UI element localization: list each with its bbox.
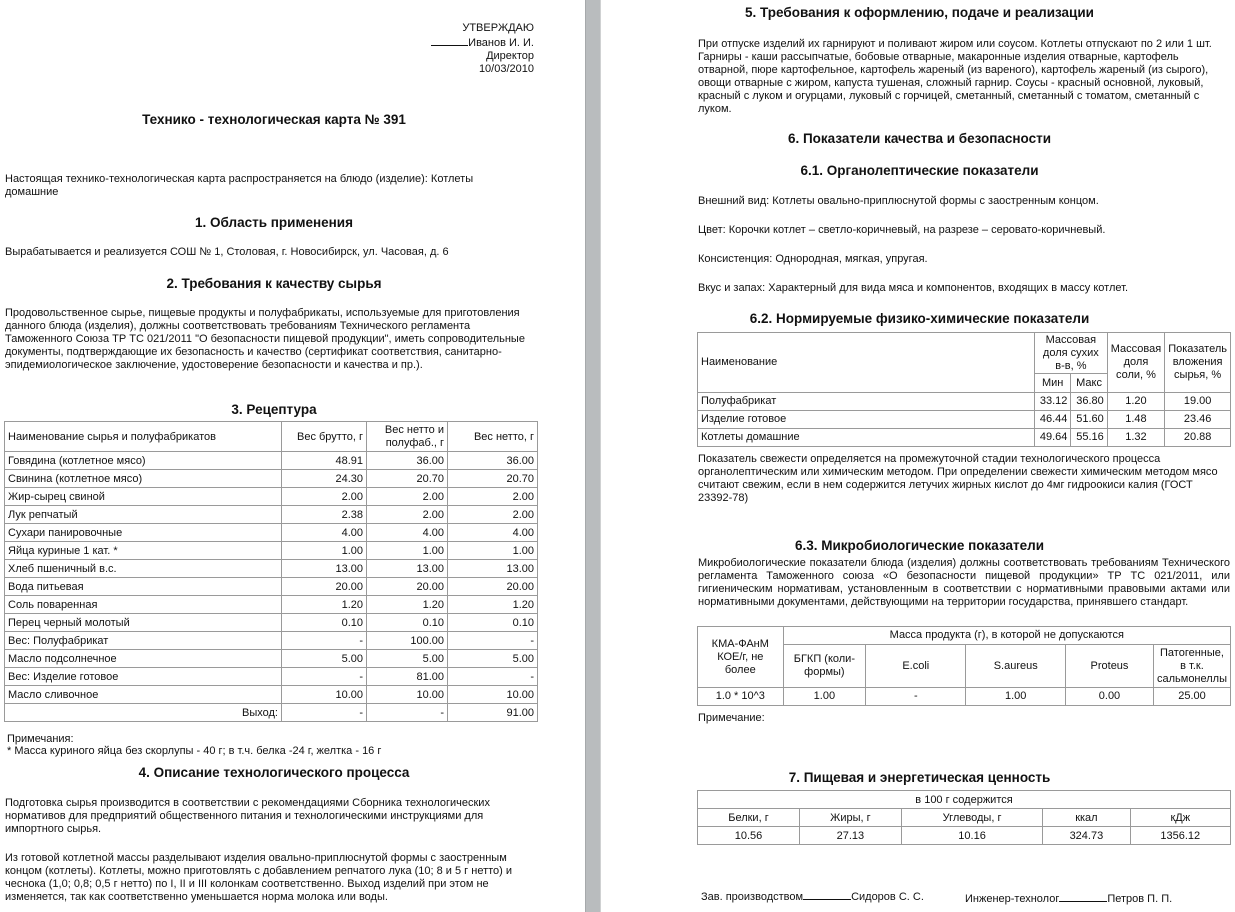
weight-value: 1.00	[448, 542, 538, 560]
recipe-row	[5, 542, 538, 560]
nutrition-col-header: кДж	[1130, 809, 1230, 827]
recipe-row	[5, 686, 538, 704]
product-name: Котлеты домашние	[698, 429, 1035, 447]
weight-value: -	[448, 668, 538, 686]
recipe-table	[4, 421, 538, 722]
weight-value: 2.00	[448, 506, 538, 524]
nutrition-value: 10.16	[901, 827, 1042, 845]
approval-title: УТВЕРЖДАЮ	[462, 22, 534, 34]
indicator-value: 55.16	[1071, 429, 1107, 447]
weight-value: 0.10	[448, 614, 538, 632]
nutrition-col-header: Жиры, г	[799, 809, 901, 827]
weight-value: 1.00	[367, 542, 448, 560]
recipe-row	[5, 668, 538, 686]
col-raw-input: Показатель вложения сырья, %	[1165, 333, 1231, 393]
weight-value: 100.00	[367, 632, 448, 650]
weight-value: 0.10	[367, 614, 448, 632]
weight-value: -	[282, 668, 367, 686]
yield-label: Выход:	[5, 704, 282, 722]
weight-value: 1.00	[282, 542, 367, 560]
weight-value: 20.00	[367, 578, 448, 596]
col-ecoli: E.coli	[866, 645, 966, 688]
col-pathogens: Патогенные, в т.к. сальмонеллы	[1153, 645, 1230, 688]
section-4-p1: Подготовка сырья производится в соответствии с рекомендациями Сборника технологических нормативов для предприятий общественного питания и технологическими инструкциями для импортного сырья.	[5, 797, 490, 835]
recipe-row	[5, 470, 538, 488]
ingredient-name: Масло подсолнечное	[5, 650, 282, 668]
signature-right-name: Петров П. П.	[1107, 893, 1173, 905]
physchem-table	[697, 332, 1231, 447]
micro-text: Микробиологические показатели блюда (изделия) должны соответствовать требованиям Технического регламента Таможенного союза «О безопасности пищевой продукции» ТР ТС 021/2011, или гигиеническим нормативам, установленным в соответствии с нормативными правовыми актами или нормативными документами, действующими на территории государства, принявшего стандарт.	[698, 557, 1230, 608]
nutrition-col-header: ккал	[1043, 809, 1130, 827]
page-gutter	[585, 0, 601, 912]
weight-value: 4.00	[448, 524, 538, 542]
nutrition-col-header: Белки, г	[698, 809, 800, 827]
recipe-row	[5, 596, 538, 614]
nutrition-col-header: Углеводы, г	[901, 809, 1042, 827]
weight-value: 81.00	[367, 668, 448, 686]
weight-value: 4.00	[282, 524, 367, 542]
recipe-row	[5, 524, 538, 542]
indicator-value: 1.48	[1107, 411, 1164, 429]
approval-date: 10/03/2010	[478, 63, 534, 75]
yield-row	[5, 704, 538, 722]
col-bgkp: БГКП (коли-формы)	[783, 645, 866, 688]
signature-right-role: Инженер-технолог	[965, 893, 1060, 905]
yield-value: -	[367, 704, 448, 722]
micro-table	[697, 626, 1231, 706]
weight-value: 13.00	[448, 560, 538, 578]
weight-value: 1.20	[282, 596, 367, 614]
recipe-row	[5, 506, 538, 524]
kma-value: 1.0 * 10^3	[698, 688, 784, 706]
section-2-text: Продовольственное сырье, пищевые продукты и полуфабрикаты, используемые для приготовления данного блюда (изделия), должны соответствовать требованиям Технического регламента Таможенного Союза ТР ТС 021/2011 "О безопасности пищевой продукции", иметь сопроводительные документы, подтверждающие их безопасность и качество (сертификат соответствия, санитарно-эпидемиологическое заключение, удостоверение безопасности и качества и пр.).	[5, 307, 525, 371]
weight-value: 5.00	[448, 650, 538, 668]
ingredient-name: Вес: Изделие готовое	[5, 668, 282, 686]
weight-value: 2.00	[448, 488, 538, 506]
section-5-heading: 5. Требования к оформлению, подаче и реализации	[745, 5, 1094, 20]
weight-value: 13.00	[282, 560, 367, 578]
signature-line	[431, 35, 468, 46]
notes-label: Примечания:	[7, 733, 74, 745]
signature-right	[965, 891, 1172, 906]
appearance-text: Внешний вид: Котлеты овально-приплюснутой формы с заостренным концом.	[698, 195, 1099, 207]
physchem-row	[698, 411, 1231, 429]
physchem-row	[698, 429, 1231, 447]
signature-left	[701, 889, 924, 904]
indicator-value: 20.88	[1165, 429, 1231, 447]
indicator-value: 33.12	[1035, 393, 1071, 411]
weight-value: 5.00	[367, 650, 448, 668]
micro-data-row	[698, 688, 1231, 706]
indicator-value: 23.46	[1165, 411, 1231, 429]
weight-value: 20.00	[448, 578, 538, 596]
col-min: Мин	[1035, 374, 1071, 393]
weight-value: 10.00	[282, 686, 367, 704]
col-proteus: Proteus	[1065, 645, 1153, 688]
micro-value: 0.00	[1065, 688, 1153, 706]
weight-value: 10.00	[367, 686, 448, 704]
yield-value: 91.00	[448, 704, 538, 722]
yield-value: -	[282, 704, 367, 722]
weight-value: 48.91	[282, 452, 367, 470]
weight-value: 2.00	[367, 488, 448, 506]
col-max: Макс	[1071, 374, 1107, 393]
weight-value: 24.30	[282, 470, 367, 488]
section-2-heading: 2. Требования к качеству сырья	[166, 276, 382, 291]
freshness-note: Показатель свежести определяется на промежуточной стадии технологического процесса органолептическим или химическим методом. При определении свежести химическим методом мясо считают свежим, если в нем содержится летучих жирных кислот до 4мг гидроокиси калия (ГОСТ 23392-78)	[698, 453, 1218, 504]
recipe-header-row	[5, 422, 538, 452]
col-net: Вес нетто, г	[448, 422, 538, 452]
weight-value: 20.70	[448, 470, 538, 488]
indicator-value: 51.60	[1071, 411, 1107, 429]
nutrition-value: 27.13	[799, 827, 901, 845]
micro-value: 25.00	[1153, 688, 1230, 706]
consistency-text: Консистенция: Однородная, мягкая, упругая.	[698, 253, 928, 265]
weight-value: 1.20	[448, 596, 538, 614]
weight-value: 36.00	[367, 452, 448, 470]
col-saureus: S.aureus	[966, 645, 1066, 688]
recipe-row	[5, 488, 538, 506]
color-text: Цвет: Корочки котлет – светло-коричневый, на разрезе – серовато-коричневый.	[698, 224, 1106, 236]
signature-line	[1059, 891, 1107, 902]
ingredient-name: Яйца куриные 1 кат. *	[5, 542, 282, 560]
page-2	[604, 0, 1235, 912]
weight-value: -	[448, 632, 538, 650]
approval-block	[431, 22, 534, 76]
page-1	[0, 0, 548, 912]
physchem-header-row	[698, 333, 1231, 374]
ingredient-name: Свинина (котлетное мясо)	[5, 470, 282, 488]
ingredient-name: Вес: Полуфабрикат	[5, 632, 282, 650]
ingredient-name: Вода питьевая	[5, 578, 282, 596]
section-4-heading: 4. Описание технологического процесса	[138, 765, 410, 780]
weight-value: 4.00	[367, 524, 448, 542]
micro-note-label: Примечание:	[698, 712, 765, 724]
ingredient-name: Сухари панировочные	[5, 524, 282, 542]
taste-text: Вкус и запах: Характерный для вида мяса и компонентов, входящих в массу котлет.	[698, 282, 1128, 294]
ingredient-name: Перец черный молотый	[5, 614, 282, 632]
ingredient-name: Соль поваренная	[5, 596, 282, 614]
indicator-value: 36.80	[1071, 393, 1107, 411]
physchem-row	[698, 393, 1231, 411]
nutrition-group-row	[698, 791, 1231, 809]
col-name: Наименование	[698, 333, 1035, 393]
indicator-value: 49.64	[1035, 429, 1071, 447]
recipe-row	[5, 650, 538, 668]
col-gross: Вес брутто, г	[282, 422, 367, 452]
micro-value: 1.00	[966, 688, 1066, 706]
nutrition-header-row	[698, 809, 1231, 827]
weight-value: 2.38	[282, 506, 367, 524]
ingredient-name: Говядина (котлетное мясо)	[5, 452, 282, 470]
signature-left-name: Сидоров С. С.	[851, 891, 924, 903]
col-group-header: Масса продукта (г), в которой не допускаются	[783, 627, 1230, 645]
section-4-p2: Из готовой котлетной массы разделывают изделия овально-приплюснутой формы с заостренным концом (котлеты). Котлеты, можно приготовлять с добавлением репчатого лука (10; 8 и 5 г нетто) и чеснока (1,0; 0,8; 0,5 г нетто) по I, II и III колонкам соответственно. Выход изделий при этом не изменяется, так как соответственно уменьшается норма молока или воды.	[5, 852, 513, 903]
section-1-text: Вырабатывается и реализуется СОШ № 1, Столовая, г. Новосибирск, ул. Часовая, д. 6	[5, 246, 449, 258]
section-6-2-heading: 6.2. Нормируемые физико-химические показатели	[749, 311, 1090, 326]
nutrition-values-row	[698, 827, 1231, 845]
col-net-semi: Вес нетто и полуфаб., г	[367, 422, 448, 452]
weight-value: -	[282, 632, 367, 650]
document-title: Технико - технологическая карта № 391	[142, 112, 406, 127]
section-6-1-heading: 6.1. Органолептические показатели	[800, 163, 1039, 178]
recipe-row	[5, 452, 538, 470]
approval-name: Иванов И. И.	[468, 37, 534, 49]
ingredient-name: Масло сливочное	[5, 686, 282, 704]
ingredient-name: Хлеб пшеничный в.с.	[5, 560, 282, 578]
section-3-heading: 3. Рецептура	[231, 402, 317, 417]
weight-value: 13.00	[367, 560, 448, 578]
indicator-value: 46.44	[1035, 411, 1071, 429]
weight-value: 2.00	[282, 488, 367, 506]
section-6-3-heading: 6.3. Микробиологические показатели	[794, 538, 1045, 553]
recipe-row	[5, 560, 538, 578]
nutrition-value: 324.73	[1043, 827, 1130, 845]
weight-value: 36.00	[448, 452, 538, 470]
nutrition-group-header: в 100 г содержится	[698, 791, 1231, 809]
product-name: Изделие готовое	[698, 411, 1035, 429]
weight-value: 1.20	[367, 596, 448, 614]
nutrition-table	[697, 790, 1231, 845]
weight-value: 0.10	[282, 614, 367, 632]
intro-text: Настоящая технико-технологическая карта распространяется на блюдо (изделие): Котлеты домашние	[5, 173, 474, 198]
weight-value: 20.70	[367, 470, 448, 488]
ingredient-name: Жир-сырец свиной	[5, 488, 282, 506]
ingredient-name: Лук репчатый	[5, 506, 282, 524]
product-name: Полуфабрикат	[698, 393, 1035, 411]
weight-value: 20.00	[282, 578, 367, 596]
indicator-value: 19.00	[1165, 393, 1231, 411]
col-kma: КМА-ФАнМ КОЕ/г, не более	[698, 627, 784, 688]
indicator-value: 1.32	[1107, 429, 1164, 447]
weight-value: 2.00	[367, 506, 448, 524]
signature-line	[803, 889, 851, 900]
indicator-value: 1.20	[1107, 393, 1164, 411]
approval-position: Директор	[486, 50, 534, 62]
micro-value: -	[866, 688, 966, 706]
recipe-row	[5, 614, 538, 632]
col-dry-matter: Массовая доля сухих в-в, %	[1035, 333, 1108, 374]
section-6-heading: 6. Показатели качества и безопасности	[787, 131, 1052, 146]
egg-note: * Масса куриного яйца без скорлупы - 40 г; в т.ч. белка -24 г, желтка - 16 г	[7, 745, 382, 757]
weight-value: 10.00	[448, 686, 538, 704]
micro-group-row	[698, 627, 1231, 645]
section-1-heading: 1. Область применения	[195, 215, 353, 230]
micro-value: 1.00	[783, 688, 866, 706]
nutrition-value: 1356.12	[1130, 827, 1230, 845]
recipe-row	[5, 632, 538, 650]
nutrition-value: 10.56	[698, 827, 800, 845]
signature-left-role: Зав. производством	[701, 891, 804, 903]
section-7-heading: 7. Пищевая и энергетическая ценность	[788, 770, 1051, 785]
section-5-text: При отпуске изделий их гарнируют и поливают жиром или соусом. Котлеты отпускают по 2 или 1 шт. Гарниры - каши рассыпчатые, бобовые отварные, макаронные изделия отварные, картофель отварной, пюре картофельное, картофель жареный (из вареного), картофель жареный (из сырого), овощи отварные с жиром, капуста тушеная, сложный гарнир. Соусы - красный основной, луковый, красный с луком и огурцами, луковый с горчицей, сметанный, сметанный с томатом, сметанный с луком.	[698, 38, 1212, 115]
weight-value: 5.00	[282, 650, 367, 668]
col-salt: Массовая доля соли, %	[1107, 333, 1164, 393]
recipe-row	[5, 578, 538, 596]
col-name: Наименование сырья и полуфабрикатов	[5, 422, 282, 452]
